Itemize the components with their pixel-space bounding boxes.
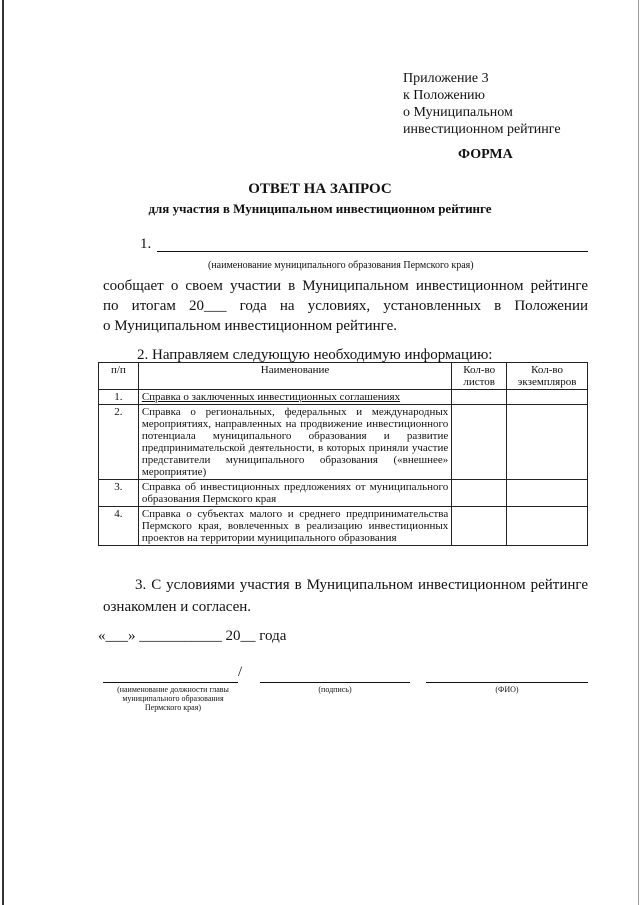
consent-line: 3. С условиями участия в Муниципальном инвестиционном рейтинге [135, 577, 588, 593]
row-name: Справка о региональных, федеральных и международных мероприятиях, направленных на продвижение инвестиционного потенциала муниципального образования и развитие предпринимательской деятельности, в которых приняли участие представители муниципального образования («внешнее» мероприятие) [138, 405, 451, 480]
position-caption: (наименование должности главы муниципального образования Пермского края) [117, 685, 229, 712]
document-subtitle: для участия в Муниципальном инвестиционном рейтинге [148, 201, 492, 216]
appendix-reference [403, 70, 561, 138]
appendix-line: к Положению [403, 88, 486, 103]
row-num: 3. [99, 480, 139, 507]
consent-statement [103, 574, 588, 618]
row-name: Справка о заключенных инвестиционных соглашениях [138, 390, 451, 405]
row-name: Справка об инвестиционных предложениях от муниципального образования Пермского края [138, 480, 451, 507]
row-name: Справка о субъектах малого и среднего предпринимательства Пермского края, вовлеченных в реализацию инвестиционных проектов на территории муниципального образования [138, 507, 451, 546]
date-field[interactable]: «___» ___________ 20__ года [98, 628, 287, 644]
page-edge-left [2, 0, 4, 905]
position-field[interactable] [103, 682, 238, 683]
form-label: ФОРМА [458, 147, 513, 162]
table-row [99, 507, 588, 546]
header-name: Наименование [138, 363, 451, 390]
consent-line: ознакомлен и согласен. [103, 599, 252, 615]
row-copies[interactable] [507, 405, 588, 480]
row-copies[interactable] [507, 390, 588, 405]
signature-caption: (подпись) [318, 685, 352, 694]
paragraph-line: о Муниципальном инвестиционном рейтинге. [103, 318, 397, 334]
row-num: 1. [99, 390, 139, 405]
row-sheets[interactable] [452, 390, 507, 405]
appendix-line: инвестиционном рейтинге [403, 122, 561, 137]
row-sheets[interactable] [452, 405, 507, 480]
full-name-caption: (ФИО) [495, 685, 519, 694]
row-copies[interactable] [507, 507, 588, 546]
participation-paragraph [103, 276, 588, 336]
header-sheets: Кол-во листов [452, 363, 507, 390]
appendix-line: о Муниципальном [403, 105, 513, 120]
row-num: 2. [99, 405, 139, 480]
signature-field[interactable] [260, 682, 410, 683]
info-table [98, 362, 588, 546]
municipality-name-field[interactable] [157, 251, 588, 252]
item1-number: 1. [140, 236, 152, 252]
municipality-name-caption: (наименование муниципального образования Пермского края) [208, 260, 474, 271]
appendix-line: Приложение 3 [403, 71, 489, 86]
row-sheets[interactable] [452, 480, 507, 507]
table-row [99, 390, 588, 405]
paragraph-line: сообщает о своем участии в Муниципальном инвестиционном рейтинге [103, 278, 588, 294]
header-copies: Кол-во экземпляров [507, 363, 588, 390]
item2-heading: 2. Направляем следующую необходимую информацию: [137, 347, 493, 363]
table-header-row [99, 363, 588, 390]
row-copies[interactable] [507, 480, 588, 507]
slash-separator: / [238, 664, 243, 680]
paragraph-line: по итогам 20___ года на условиях, установленных в Положении [103, 298, 588, 314]
full-name-field[interactable] [426, 682, 588, 683]
header-num: п/п [99, 363, 139, 390]
table-row [99, 405, 588, 480]
row-num: 4. [99, 507, 139, 546]
row-sheets[interactable] [452, 507, 507, 546]
page-edge-right [638, 0, 639, 905]
document-title: ОТВЕТ НА ЗАПРОС [248, 181, 392, 197]
table-row [99, 480, 588, 507]
